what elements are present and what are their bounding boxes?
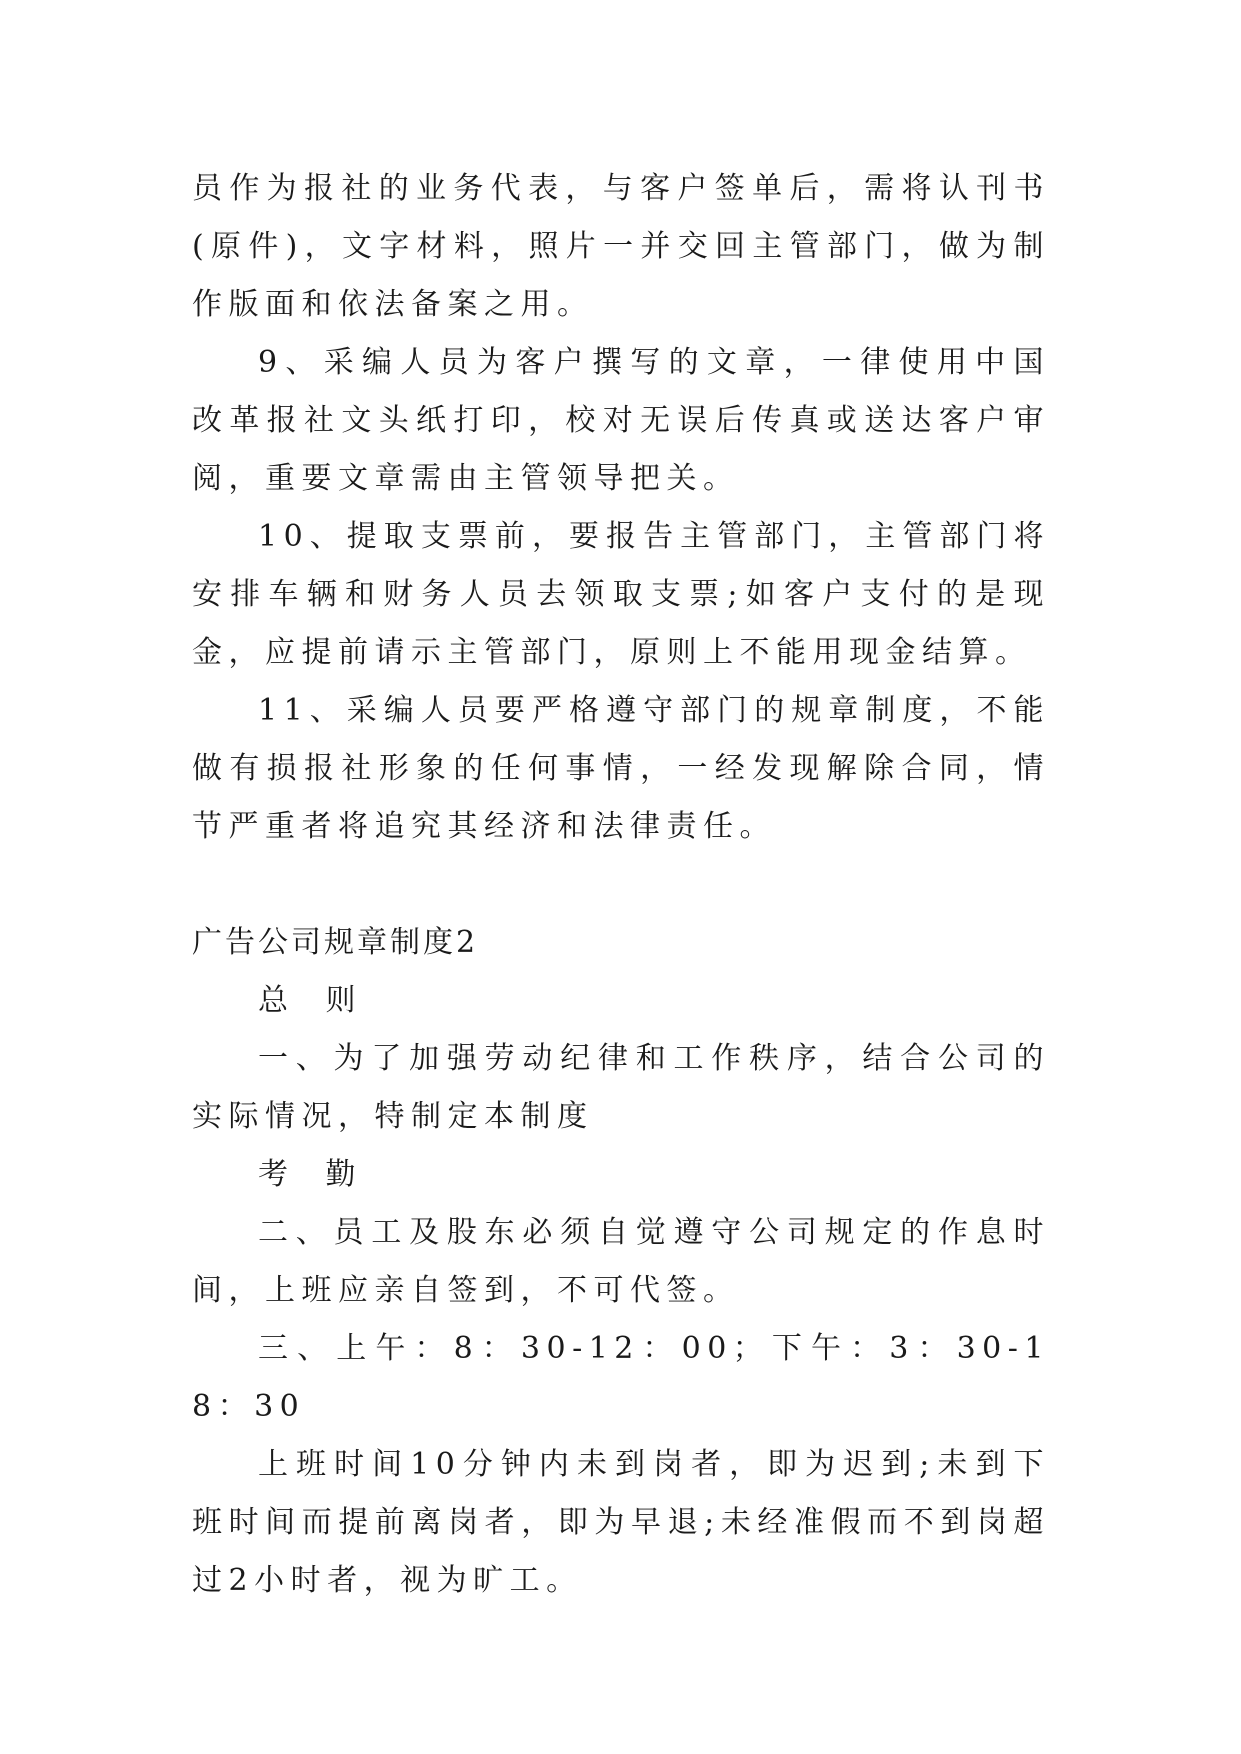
document-body [192, 160, 1050, 1610]
subheading-general: 总 则 [258, 983, 370, 1018]
paragraph-late-rules: 上班时间10分钟内未到岗者，即为迟到;未到下班时间而提前离岗者，即为早退;未经准假而不到岗超过2小时者，视为旷工。 [192, 1447, 1050, 1598]
paragraph-item-9: 9、采编人员为客户撰写的文章，一律使用中国改革报社文头纸打印，校对无误后传真或送达客户审阅，重要文章需由主管领导把关。 [192, 345, 1050, 496]
subheading-attendance: 考 勤 [258, 1157, 370, 1192]
section-title: 广告公司规章制度2 [192, 925, 479, 960]
paragraph-three: 三、上午：8：30-12：00；下午：3：30-18：30 [192, 1331, 1050, 1424]
paragraph-item-10: 10、提取支票前，要报告主管部门，主管部门将安排车辆和财务人员去领取支票;如客户支付的是现金，应提前请示主管部门，原则上不能用现金结算。 [192, 519, 1050, 670]
section-spacer [192, 856, 1050, 914]
paragraph-continued: 员作为报社的业务代表，与客户签单后，需将认刊书(原件)，文字材料，照片一并交回主管部门，做为制作版面和依法备案之用。 [192, 171, 1050, 322]
paragraph-item-11: 11、采编人员要严格遵守部门的规章制度，不能做有损报社形象的任何事情，一经发现解除合同，情节严重者将追究其经济和法律责任。 [192, 693, 1050, 844]
paragraph-one: 一、为了加强劳动纪律和工作秩序，结合公司的实际情况，特制定本制度 [192, 1041, 1050, 1134]
paragraph-two: 二、员工及股东必须自觉遵守公司规定的作息时间，上班应亲自签到，不可代签。 [192, 1215, 1050, 1308]
